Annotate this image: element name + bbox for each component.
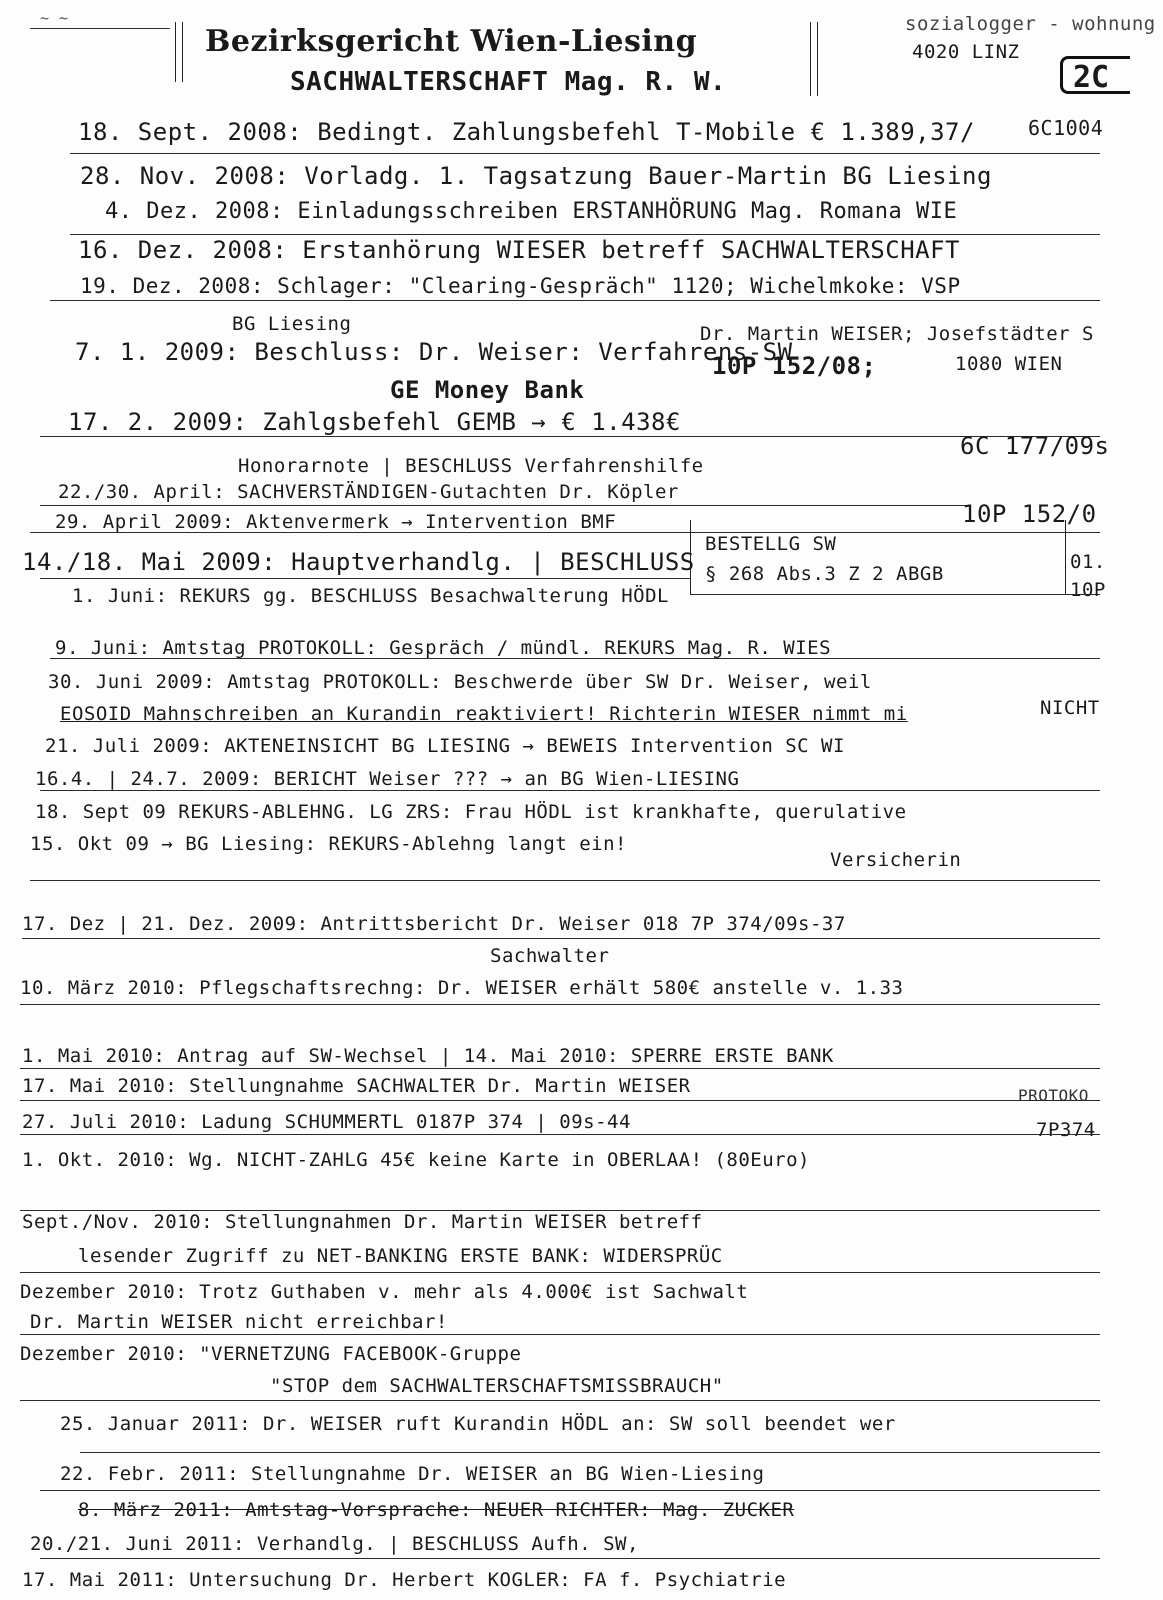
entry-2009-01-07-court: BG Liesing [232, 313, 352, 335]
entry-2009-05-law: § 268 Abs.3 Z 2 ABGB [705, 563, 944, 585]
rule [40, 1558, 1100, 1559]
page-number-box: 2C [1060, 56, 1130, 94]
entry-2009-09-18: 18. Sept 09 REKURS-ABLEHNG. LG ZRS: Frau HÖDL ist krankhafte, querulative [35, 801, 907, 823]
entry-2009-02-17-file: 6C 177/09s [960, 432, 1110, 460]
entry-2009-12-17-role: Sachwalter [490, 945, 610, 967]
rule [30, 880, 1100, 881]
rule [80, 1452, 1100, 1453]
entry-2009-05-order: BESTELLG SW [705, 533, 837, 555]
entry-2009-02-17-bank: GE Money Bank [390, 376, 585, 404]
entry-2009-06-01: 1. Juni: REKURS gg. BESCHLUSS Besachwalterung HÖDL [72, 585, 669, 607]
entry-2010-05-17: 17. Mai 2010: Stellungnahme SACHWALTER Dr. Martin WEISER [22, 1075, 691, 1097]
document-subtitle: SACHWALTERSCHAFT Mag. R. W. [290, 67, 727, 97]
entry-2009-06-30-detail: EOSOID Mahnschreiben an Kurandin reaktiviert! Richterin WIESER nimmt mi [60, 703, 908, 725]
entry-2009-06-30: 30. Juni 2009: Amtstag PROTOKOLL: Beschwerde über SW Dr. Weiser, weil [48, 671, 872, 693]
entry-2010-12-unreachable: Dr. Martin WEISER nicht erreichbar! [30, 1311, 448, 1333]
entry-2009-06-09: 9. Juni: Amtstag PROTOKOLL: Gespräch / mündl. REKURS Mag. R. WIES [55, 637, 832, 659]
rule [40, 578, 690, 579]
entry-2009-01-07-lawyer: Dr. Martin WEISER; Josefstädter S [700, 323, 1094, 345]
entry-2008-09-18-ref: 6C1004 [1028, 116, 1104, 140]
entry-2011-06-20: 20./21. Juni 2011: Verhandlg. | BESCHLUSS Aufh. SW, [30, 1533, 639, 1555]
entry-2009-10-15-note: Versicherin [830, 849, 962, 871]
rule [20, 1100, 1100, 1101]
entry-2008-11-28: 28. Nov. 2008: Vorladg. 1. Tagsatzung Bauer-Martin BG Liesing [80, 162, 992, 190]
entry-2009-04-29: 29. April 2009: Aktenvermerk → Intervention BMF [55, 511, 617, 533]
entry-2008-12-16: 16. Dez. 2008: Erstanhörung WIESER betreff SACHWALTERSCHAFT [78, 236, 961, 264]
entry-2010-12-group-name: "STOP dem SACHWALTERSCHAFTSMISSBRAUCH" [270, 1375, 724, 1397]
divider [1065, 520, 1066, 595]
entry-2011-02-22: 22. Febr. 2011: Stellungnahme Dr. WEISER an BG Wien-Liesing [60, 1463, 765, 1485]
title-bar-left-2 [182, 22, 183, 82]
entry-2009-01-07: 7. 1. 2009: Beschluss: Dr. Weiser: Verfahrens-SW [75, 338, 793, 366]
rule [20, 1400, 1100, 1401]
entry-2010-12-facebook: Dezember 2010: "VERNETZUNG FACEBOOK-Gruppe [20, 1343, 522, 1365]
entry-2010-07-27-ref: 7P374 [1036, 1119, 1096, 1141]
entry-2010-12-balance: Dezember 2010: Trotz Guthaben v. mehr als 4.000€ ist Sachwalt [20, 1281, 749, 1303]
rule [22, 938, 1100, 939]
rule [40, 436, 1100, 437]
title-bar-right-1 [810, 22, 811, 96]
entry-2011-01-25: 25. Januar 2011: Dr. WEISER ruft Kurandin HÖDL an: SW soll beendet wer [60, 1413, 896, 1435]
entry-2010-05-17-ref: PROTOKO [1018, 1086, 1089, 1105]
entry-2010-05-01: 1. Mai 2010: Antrag auf SW-Wechsel | 14. Mai 2010: SPERRE ERSTE BANK [22, 1045, 834, 1067]
entry-2010-03-10: 10. März 2010: Pflegschaftsrechng: Dr. WEISER erhält 580€ anstelle v. 1.33 [20, 977, 904, 999]
entry-2010-net-banking: lesender Zugriff zu NET-BANKING ERSTE BANK: WIDERSPRÜC [78, 1245, 723, 1267]
rule [30, 532, 1100, 533]
entry-2011-03-08: 8. März 2011: Amtstag-Vorsprache: NEUER RICHTER: Mag. ZUCKER [78, 1499, 795, 1521]
entry-2009-04-22: 22./30. April: SACHVERSTÄNDIGEN-Gutachten Dr. Köpler [58, 481, 679, 503]
document-title: Bezirksgericht Wien-Liesing [205, 24, 698, 59]
rule [70, 234, 1100, 235]
rule [40, 505, 970, 506]
entry-2011-05-17: 17. Mai 2011: Untersuchung Dr. Herbert KOGLER: FA f. Psychiatrie [22, 1569, 787, 1591]
entry-2009-06-30-not: NICHT [1040, 697, 1100, 719]
rule [40, 790, 1100, 791]
entry-2009-02-17: 17. 2. 2009: Zahlgsbefehl GEMB → € 1.438€ [68, 408, 681, 436]
corner-scribble: ~ ~ [40, 9, 69, 27]
entry-2010-10-01: 1. Okt. 2010: Wg. NICHT-ZAHLG 45€ keine Karte in OBERLAA! (80Euro) [22, 1149, 810, 1171]
rule [70, 153, 1100, 154]
entry-2008-12-04: 4. Dez. 2008: Einladungsschreiben ERSTANHÖRUNG Mag. Romana WIE [105, 199, 958, 224]
rule [20, 1134, 1100, 1135]
title-bar-left-1 [175, 22, 176, 82]
entry-2009-12-17: 17. Dez | 21. Dez. 2009: Antrittsbericht Dr. Weiser 018 7P 374/09s-37 [22, 913, 846, 935]
rule [50, 300, 1100, 301]
top-right-note: sozialogger - wohnung [905, 13, 1156, 35]
entry-2009-05-14: 14./18. Mai 2009: Hauptverhandlg. | BESCHLUSS [22, 548, 695, 576]
entry-2009-07-24: 16.4. | 24.7. 2009: BERICHT Weiser ??? → an BG Wien-LIESING [35, 768, 740, 790]
entry-2008-12-19: 19. Dez. 2008: Schlager: "Clearing-Gespräch" 1120; Wichelmkoke: VSP [80, 274, 961, 298]
entry-2009-05-ref2: 10P [1070, 579, 1106, 601]
rule [20, 1068, 1100, 1069]
entry-2009-07-21: 21. Juli 2009: AKTENEINSICHT BG LIESING → BEWEIS Intervention SC WI [45, 735, 845, 757]
entry-2009-01-07-file: 10P 152/08; [712, 352, 877, 380]
rule [20, 1004, 1100, 1005]
rule [20, 1272, 1100, 1273]
entry-2008-09-18: 18. Sept. 2008: Bedingt. Zahlungsbefehl T-Mobile € 1.389,37/ [78, 118, 975, 146]
entry-2010-09-nov: Sept./Nov. 2010: Stellungnahmen Dr. Martin WEISER betreff [22, 1211, 703, 1233]
header-rule-left [30, 28, 170, 29]
entry-2009-04-file: 10P 152/0 [962, 500, 1097, 528]
rule [50, 658, 1100, 659]
entry-2009-10-15: 15. Okt 09 → BG Liesing: REKURS-Ablehng langt ein! [30, 833, 627, 855]
entry-2009-01-07-city: 1080 WIEN [955, 353, 1063, 375]
entry-2009-04-fee-note: Honorarnote | BESCHLUSS Verfahrenshilfe [238, 455, 704, 477]
rule [690, 594, 1100, 595]
entry-2009-05-ref1: 01. [1070, 551, 1106, 573]
rule [40, 1490, 1100, 1491]
rule [20, 1334, 1100, 1335]
title-bar-right-2 [817, 22, 818, 96]
entry-2010-07-27: 27. Juli 2010: Ladung SCHUMMERTL 0187P 374 | 09s-44 [22, 1111, 631, 1133]
top-right-city: 4020 LINZ [912, 41, 1020, 63]
